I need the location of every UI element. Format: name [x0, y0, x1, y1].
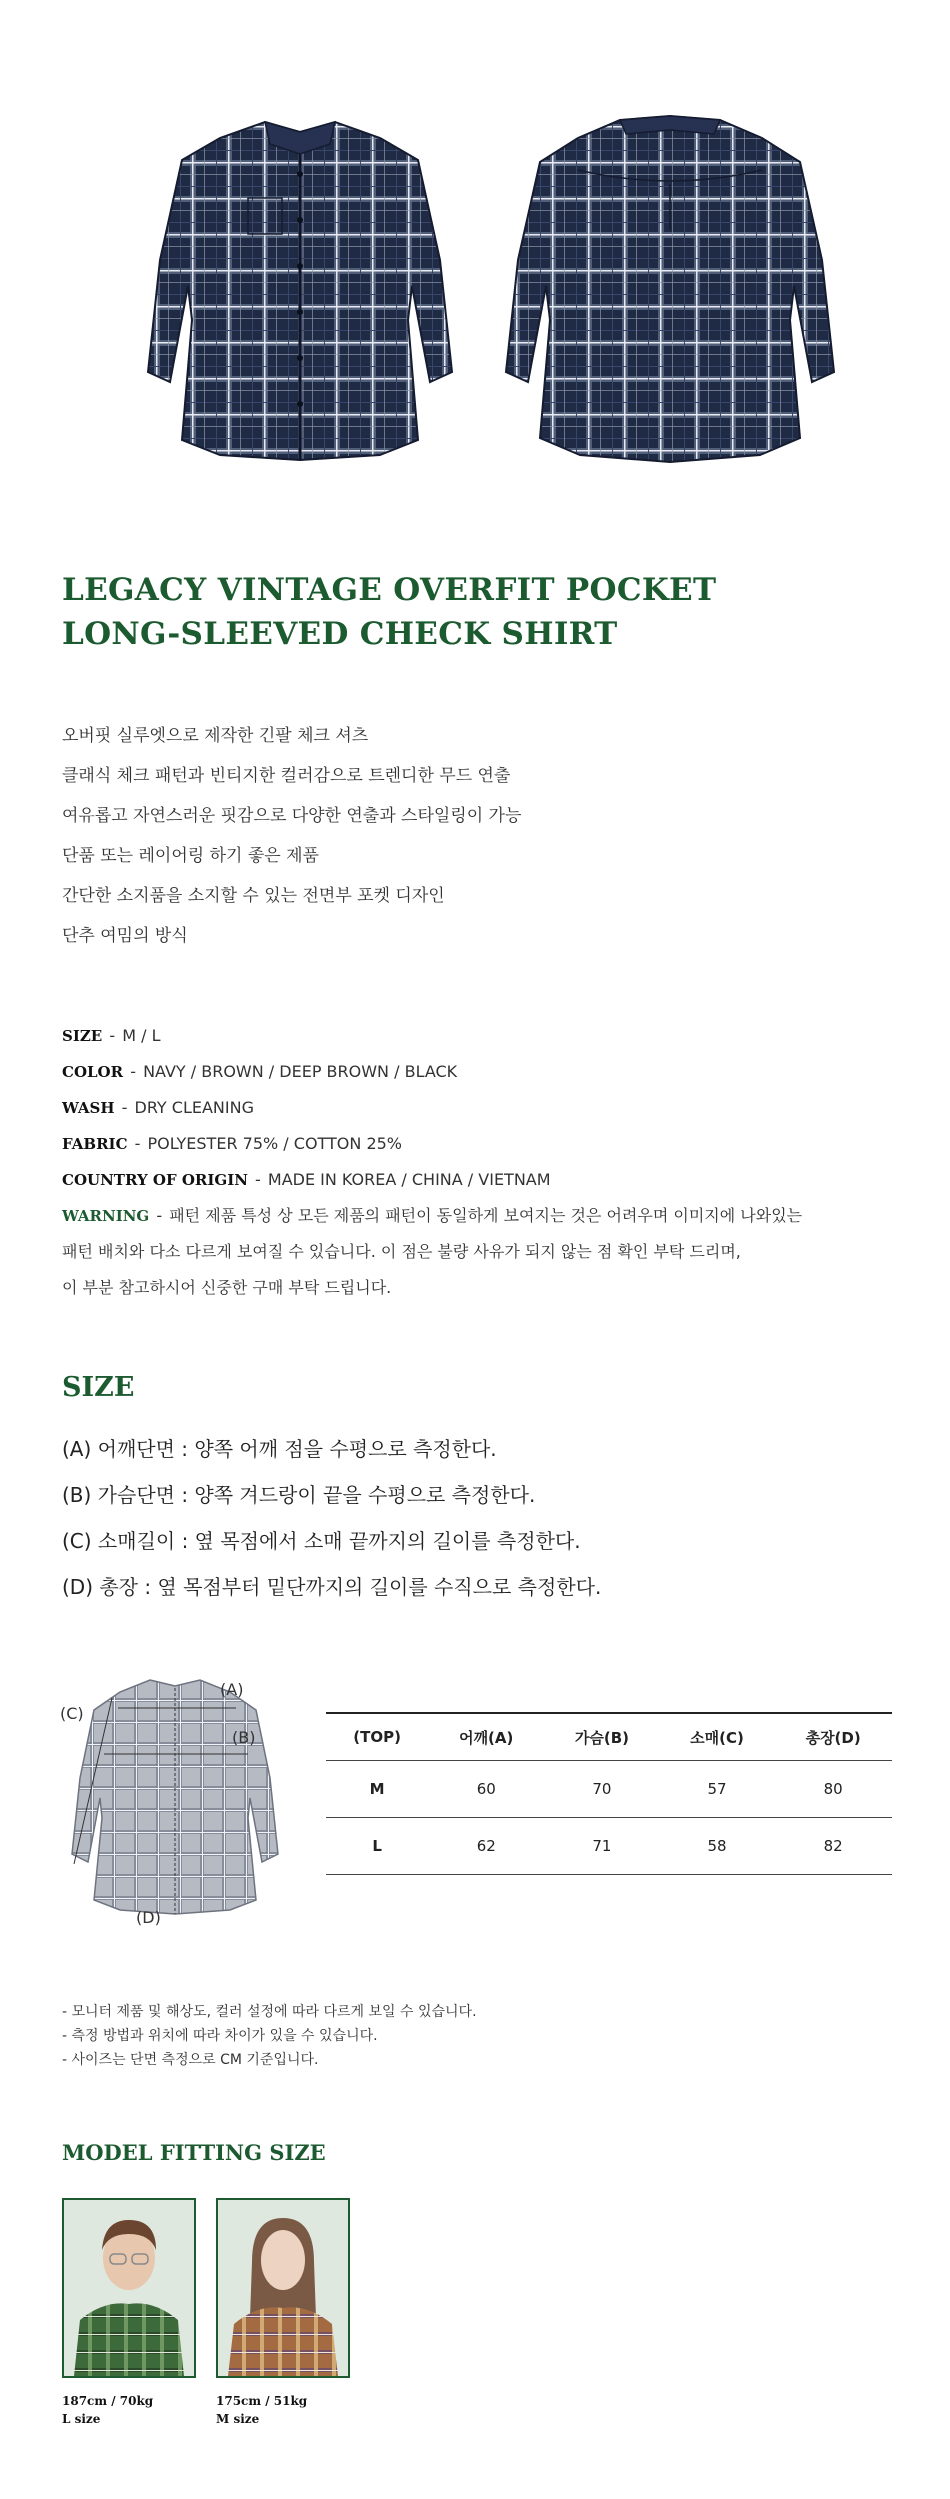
spec-separator: -	[134, 1134, 141, 1153]
spec-size	[62, 1018, 802, 1054]
value-cell: 70	[544, 1761, 660, 1818]
spec-value: NAVY / BROWN / DEEP BROWN / BLACK	[143, 1062, 458, 1081]
header-cell: 어깨(A)	[428, 1713, 544, 1761]
spec-separator: -	[121, 1098, 128, 1117]
model-height-weight: 187cm / 70kg	[62, 2394, 154, 2408]
model-size: L size	[62, 2412, 101, 2426]
spec-origin	[62, 1162, 802, 1198]
model-caption-female	[216, 2392, 307, 2428]
measurement-item: (B) 가슴단면 : 양쪽 겨드랑이 끝을 수평으로 측정한다.	[62, 1483, 536, 1507]
spec-value: M / L	[122, 1026, 161, 1045]
spec-fabric	[62, 1126, 802, 1162]
warning-text-2: 패턴 배치와 다소 다르게 보여질 수 있습니다. 이 점은 불량 사유가 되지 않는 점 확인 부탁 드리며,	[62, 1242, 741, 1261]
measurement-item: (D) 총장 : 옆 목점부터 밑단까지의 길이를 수직으로 측정한다.	[62, 1575, 602, 1599]
spec-separator: -	[130, 1062, 136, 1081]
spec-warning	[62, 1198, 802, 1234]
description-line: 간단한 소지품을 소지할 수 있는 전면부 포켓 디자인	[62, 886, 445, 906]
value-cell: 80	[774, 1761, 892, 1818]
model-photo-female	[216, 2198, 350, 2378]
spec-value: POLYESTER 75% / COTTON 25%	[147, 1134, 403, 1153]
size-notes	[62, 2000, 477, 2072]
model-photo-male	[62, 2198, 196, 2378]
description-line: 오버핏 실루엣으로 제작한 긴팔 체크 셔츠	[62, 726, 369, 746]
measurement-item: (C) 소매길이 : 옆 목점에서 소매 끝까지의 길이를 측정한다.	[62, 1529, 581, 1553]
spec-wash	[62, 1090, 802, 1126]
spec-separator: -	[156, 1206, 163, 1225]
spec-separator: -	[255, 1170, 261, 1189]
shirt-back-image	[500, 110, 840, 490]
model-height-weight: 175cm / 51kg	[216, 2394, 308, 2408]
product-description	[62, 716, 521, 956]
model-figure-female	[218, 2200, 348, 2376]
note-line: - 측정 방법과 위치에 따라 차이가 있을 수 있습니다.	[62, 2028, 378, 2044]
value-cell: 58	[660, 1818, 775, 1875]
model-caption-male	[62, 2392, 153, 2428]
value-cell: 71	[544, 1818, 660, 1875]
value-cell: 57	[660, 1761, 775, 1818]
measurement-guide	[62, 1426, 601, 1610]
diagram-label-a: (A)	[220, 1680, 244, 1699]
spec-label: SIZE	[62, 1027, 103, 1045]
description-line: 단추 여밈의 방식	[62, 926, 188, 946]
size-heading: SIZE	[62, 1372, 135, 1403]
size-diagram	[60, 1668, 290, 1938]
title-line-1: LEGACY VINTAGE OVERFIT POCKET	[62, 572, 717, 608]
measurement-item: (A) 어깨단면 : 양쪽 어깨 점을 수평으로 측정한다.	[62, 1437, 497, 1461]
description-line: 클래식 체크 패턴과 빈티지한 컬러감으로 트렌디한 무드 연출	[62, 766, 511, 786]
description-line: 단품 또는 레이어링 하기 좋은 제품	[62, 846, 319, 866]
header-cell: 총장(D)	[774, 1713, 892, 1761]
spec-color	[62, 1054, 802, 1090]
diagram-label-c: (C)	[60, 1704, 84, 1723]
spec-value: MADE IN KOREA / CHINA / VIETNAM	[267, 1170, 551, 1189]
spec-label: COLOR	[62, 1063, 124, 1081]
size-table-header	[326, 1713, 892, 1761]
size-table	[326, 1712, 892, 1875]
value-cell: 82	[774, 1818, 892, 1875]
header-cell: 소매(C)	[660, 1713, 775, 1761]
warning-label: WARNING	[62, 1207, 150, 1225]
spec-value: DRY CLEANING	[134, 1098, 254, 1117]
spec-separator: -	[109, 1026, 116, 1045]
value-cell: 60	[428, 1761, 544, 1818]
header-cell: (TOP)	[326, 1713, 428, 1761]
diagram-label-d: (D)	[136, 1908, 161, 1927]
size-cell: M	[326, 1761, 428, 1818]
title-line-2: LONG-SLEEVED CHECK SHIRT	[62, 616, 618, 652]
value-cell: 62	[428, 1818, 544, 1875]
model-fitting-heading: MODEL FITTING SIZE	[62, 2140, 326, 2165]
warning-text-1: 패턴 제품 특성 상 모든 제품의 패턴이 동일하게 보여지는 것은 어려우며 이미지에 나와있는	[169, 1206, 803, 1225]
note-line: - 사이즈는 단면 측정으로 CM 기준입니다.	[62, 2052, 319, 2068]
size-diagram-shirt	[60, 1668, 290, 1938]
diagram-label-b: (B)	[232, 1728, 256, 1747]
spec-label: COUNTRY OF ORIGIN	[62, 1171, 248, 1189]
note-line: - 모니터 제품 및 해상도, 컬러 설정에 따라 다르게 보일 수 있습니다.	[62, 2004, 477, 2020]
table-row	[326, 1818, 892, 1875]
model-size: M size	[216, 2412, 260, 2426]
product-title	[62, 568, 716, 656]
product-specs	[62, 1018, 802, 1306]
model-figure-male	[64, 2200, 194, 2376]
size-cell: L	[326, 1818, 428, 1875]
shirt-front-image	[140, 110, 460, 490]
description-line: 여유롭고 자연스러운 핏감으로 다양한 연출과 스타일링이 가능	[62, 806, 522, 826]
spec-label: FABRIC	[62, 1135, 128, 1153]
header-cell: 가슴(B)	[544, 1713, 660, 1761]
spec-label: WASH	[62, 1099, 115, 1117]
warning-text-3: 이 부분 참고하시어 신중한 구매 부탁 드립니다.	[62, 1278, 392, 1297]
table-row	[326, 1761, 892, 1818]
